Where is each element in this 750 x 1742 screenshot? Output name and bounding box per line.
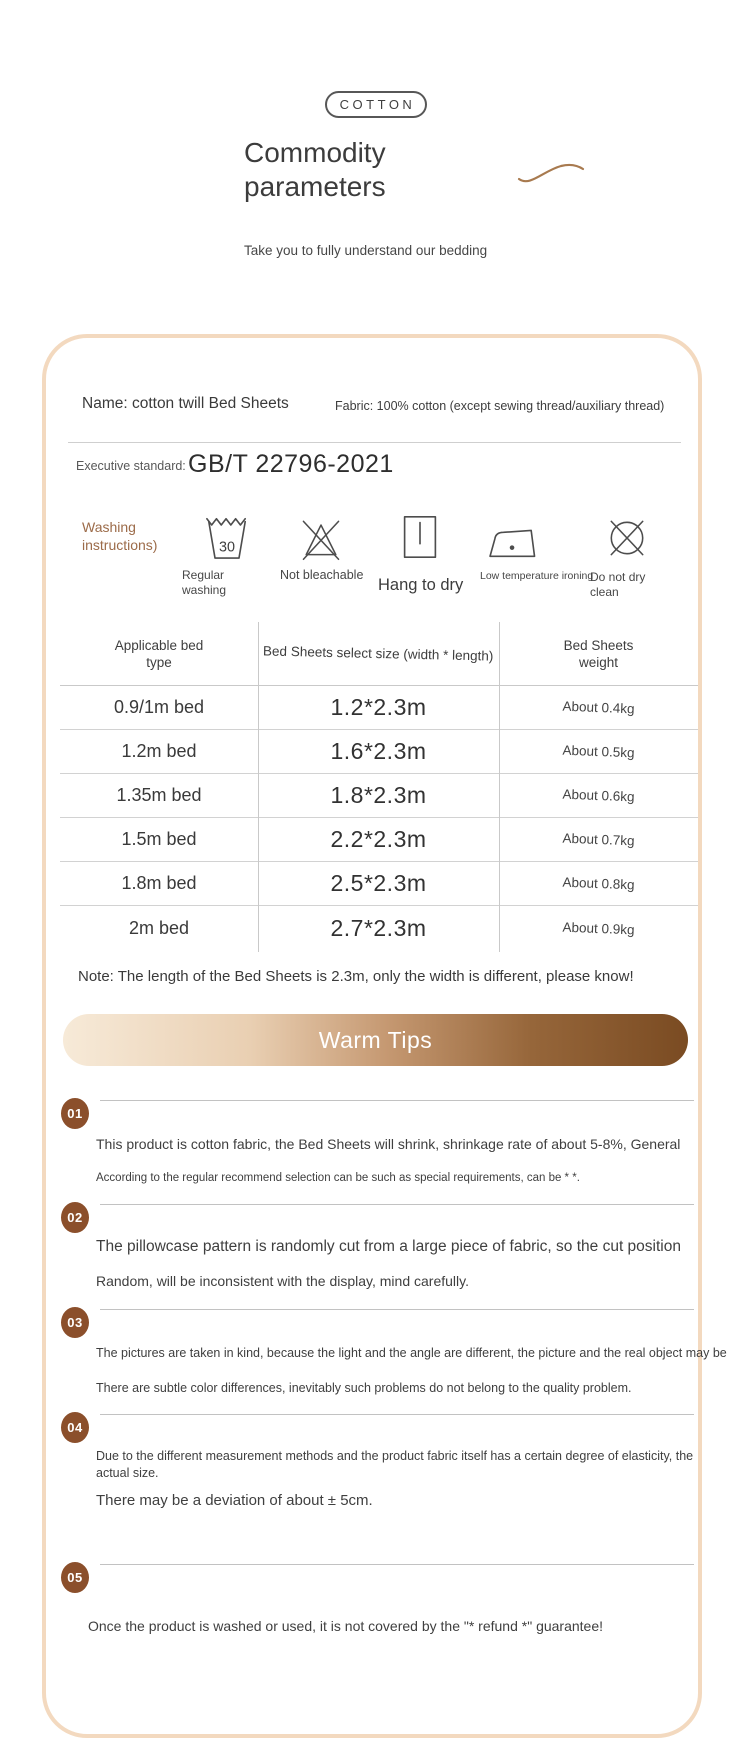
- tip-number-badge: 02: [61, 1202, 89, 1233]
- tip-rule: [100, 1564, 694, 1565]
- regular-washing-caption: Regular washing: [182, 568, 227, 597]
- hang-to-dry-caption: Hang to dry: [378, 576, 464, 594]
- warm-tips-banner: [63, 1014, 688, 1066]
- tip-number-badge: 04: [61, 1412, 89, 1443]
- tip-item-01: [0, 1096, 750, 1216]
- tip-item-04: [0, 1410, 750, 1530]
- table-row: 0.9/1m bed 1.2*2.3m About 0.4kg: [60, 686, 698, 730]
- page-title-line1: Commodity: [244, 137, 386, 168]
- tip-text: There may be a deviation of about ± 5cm.: [96, 1492, 373, 1509]
- washing-instructions-label: Washing instructions): [82, 519, 158, 553]
- product-fabric: Fabric: 100% cotton (except sewing thread/auxiliary thread): [335, 399, 665, 413]
- tip-text: Random, will be inconsistent with the display, mind carefully.: [96, 1273, 469, 1289]
- page-subtitle: Take you to fully understand our bedding: [244, 243, 488, 258]
- tip-number-badge: 01: [61, 1098, 89, 1129]
- hang-to-dry-icon: [398, 512, 442, 562]
- low-temperature-ironing-icon: [484, 518, 542, 562]
- page-title: [244, 136, 386, 204]
- brush-swoosh-icon: [516, 158, 586, 190]
- tip-text: Once the product is washed or used, it is not covered by the "* refund *" guarantee!: [88, 1618, 604, 1634]
- tip-item-02: [0, 1200, 750, 1320]
- header-bed-type: Applicable bed type: [114, 637, 204, 670]
- size-note: Note: The length of the Bed Sheets is 2.3m, only the width is different, please know!: [78, 968, 634, 985]
- product-name: Name: cotton twill Bed Sheets: [82, 395, 289, 412]
- warm-tips-title: Warm Tips: [318, 1026, 433, 1053]
- tip-rule: [100, 1309, 694, 1310]
- cotton-badge: [325, 91, 427, 118]
- standard-value: GB/T 22796-2021: [188, 450, 394, 478]
- table-header-row: [60, 622, 698, 686]
- not-bleachable-caption: Not bleachable: [280, 568, 364, 582]
- size-table: [60, 622, 698, 952]
- table-column-divider: [258, 622, 259, 952]
- tip-rule: [100, 1204, 694, 1205]
- tip-number-badge: 03: [61, 1307, 89, 1338]
- tip-text: There are subtle color differences, inevitably such problems do not belong to the quality problem.: [96, 1381, 632, 1395]
- regular-washing-icon: [204, 512, 250, 562]
- tip-text: Due to the different measurement methods and the product fabric itself has a certain degree of elasticity, the actual size.: [96, 1449, 694, 1480]
- tip-text: The pictures are taken in kind, because the light and the angle are different, the picture and the real object may be: [96, 1346, 727, 1360]
- page-title-line2: parameters: [244, 171, 386, 202]
- table-row: 1.8m bed 2.5*2.3m About 0.8kg: [60, 862, 698, 906]
- tip-rule: [100, 1414, 694, 1415]
- tip-text: This product is cotton fabric, the Bed Sheets will shrink, shrinkage rate of about 5-8%, General: [96, 1136, 681, 1152]
- do-not-dry-clean-caption: Do not dry clean: [590, 570, 646, 599]
- tip-item-03: [0, 1305, 750, 1425]
- table-row: 1.2m bed 1.6*2.3m About 0.5kg: [60, 730, 698, 774]
- table-row: 1.35m bed 1.8*2.3m About 0.6kg: [60, 774, 698, 818]
- wash-temperature: 30: [219, 539, 235, 556]
- table-row: 2m bed 2.7*2.3m About 0.9kg: [128, 914, 635, 941]
- tip-item-05: [0, 1560, 750, 1680]
- standard-label: Executive standard:: [76, 459, 186, 473]
- tip-rule: [100, 1100, 694, 1101]
- low-temperature-ironing-caption: Low temperature ironing: [480, 570, 594, 582]
- tip-number-badge: 05: [61, 1562, 89, 1593]
- header-size: Bed Sheets select size (width * length): [263, 643, 494, 664]
- tip-text: The pillowcase pattern is randomly cut from a large piece of fabric, so the cut position: [96, 1238, 681, 1255]
- header-weight: Bed Sheets weight: [563, 637, 634, 670]
- cotton-badge-label: COTTON: [339, 97, 416, 112]
- tip-text: According to the regular recommend selection can be such as special requirements, can be * *.: [96, 1172, 580, 1184]
- divider: [68, 442, 681, 443]
- table-row: 1.5m bed 2.2*2.3m About 0.7kg: [60, 818, 698, 862]
- do-not-dry-clean-icon: [604, 514, 650, 562]
- not-bleachable-icon: [296, 514, 346, 562]
